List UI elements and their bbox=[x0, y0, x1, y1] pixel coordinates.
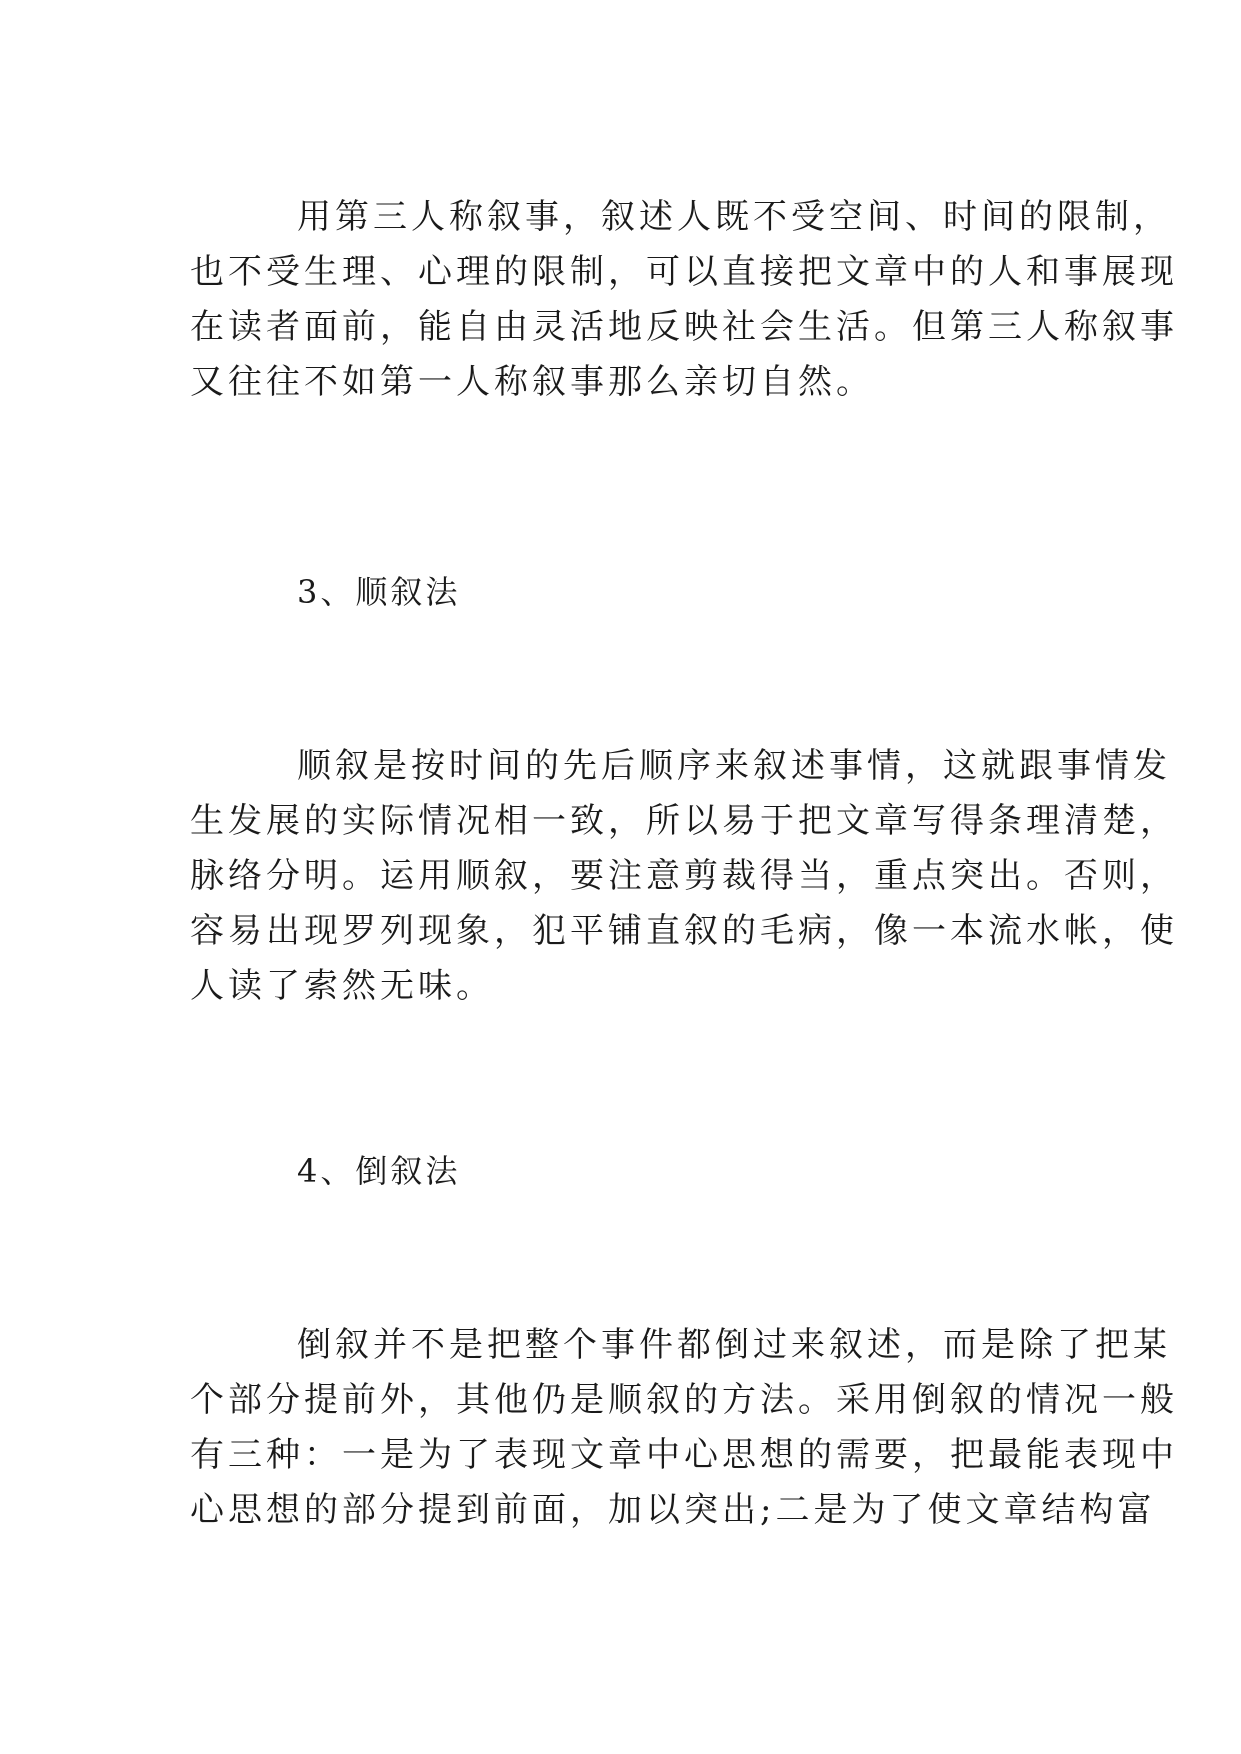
paragraph-line: 心思想的部分提到前面，加以突出;二是为了使文章结构富 bbox=[190, 1490, 1156, 1530]
paragraph-line: 有三种：一是为了表现文章中心思想的需要，把最能表现中 bbox=[190, 1435, 1178, 1475]
paragraph-line: 个部分提前外，其他仍是顺叙的方法。采用倒叙的情况一般 bbox=[190, 1380, 1178, 1420]
paragraph-line: 用第三人称叙事，叙述人既不受空间、时间的限制， bbox=[297, 197, 1171, 237]
section-heading: 3、顺叙法 bbox=[297, 573, 461, 611]
paragraph-line: 也不受生理、心理的限制，可以直接把文章中的人和事展现 bbox=[190, 252, 1178, 292]
paragraph-line: 容易出现罗列现象，犯平铺直叙的毛病，像一本流水帐，使 bbox=[190, 911, 1178, 951]
paragraph-line: 倒叙并不是把整个事件都倒过来叙述，而是除了把某 bbox=[297, 1325, 1171, 1365]
paragraph-line: 人读了索然无味。 bbox=[190, 966, 494, 1006]
section-heading: 4、倒叙法 bbox=[297, 1152, 461, 1190]
paragraph-line: 脉络分明。运用顺叙，要注意剪裁得当，重点突出。否则， bbox=[190, 856, 1178, 896]
paragraph-line: 顺叙是按时间的先后顺序来叙述事情，这就跟事情发 bbox=[297, 746, 1171, 786]
paragraph-line: 在读者面前，能自由灵活地反映社会生活。但第三人称叙事 bbox=[190, 307, 1178, 347]
paragraph-line: 又往往不如第一人称叙事那么亲切自然。 bbox=[190, 362, 874, 402]
paragraph-line: 生发展的实际情况相一致，所以易于把文章写得条理清楚， bbox=[190, 801, 1178, 841]
